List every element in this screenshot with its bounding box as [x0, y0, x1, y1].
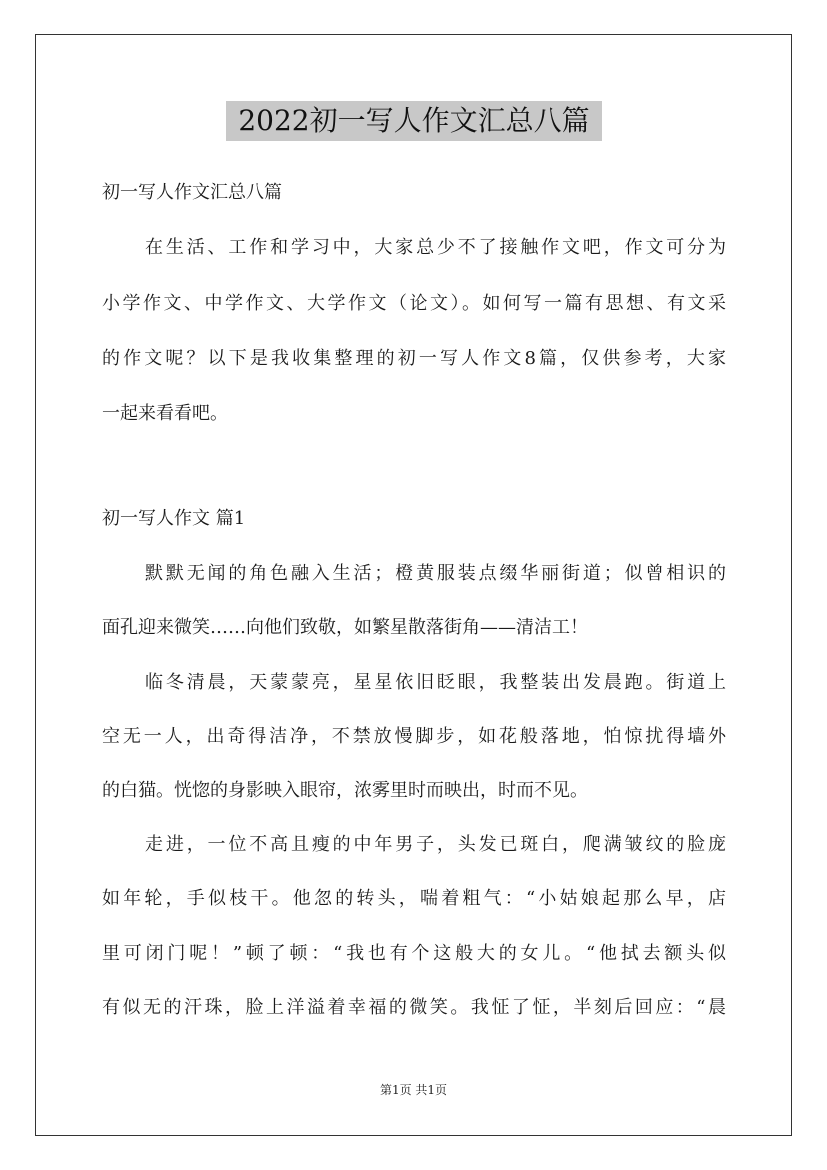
intro-line: 在生活、工作和学习中，大家总少不了接触作文吧，作文可分为 [145, 237, 726, 258]
intro-line: 一起来看看吧。 [102, 403, 228, 424]
paragraph-line: 里可闭门呢！”顿了顿：“我也有个这般大的女儿。“他拭去额头似 [102, 943, 726, 964]
paragraph-line: 走进，一位不高且瘦的中年男子，头发已斑白，爬满皱纹的脸庞 [145, 834, 726, 855]
paragraph-line: 的白猫。恍惚的身影映入眼帘，浓雾里时而映出，时而不见。 [102, 780, 588, 801]
section-heading: 初一写人作文 篇1 [102, 508, 246, 529]
page-footer: 第1页 共1页 [379, 1083, 448, 1097]
document-title: 2022初一写人作文汇总八篇 [226, 101, 602, 141]
paragraph-line: 临冬清晨，天蒙蒙亮，星星依旧眨眼，我整装出发晨跑。街道上 [145, 672, 726, 693]
paragraph-line: 默默无闻的角色融入生活；橙黄服装点缀华丽街道；似曾相识的 [145, 563, 726, 584]
subtitle: 初一写人作文汇总八篇 [102, 182, 282, 203]
paragraph-line: 有似无的汗珠，脸上洋溢着幸福的微笑。我怔了怔，半刻后回应：“晨 [102, 997, 726, 1018]
paragraph-line: 面孔迎来微笑……向他们致敬，如繁星散落街角——清洁工！ [102, 617, 588, 638]
paragraph-line: 空无一人，出奇得洁净，不禁放慢脚步，如花般落地，怕惊扰得墙外 [102, 726, 726, 747]
intro-line: 的作文呢？以下是我收集整理的初一写人作文8篇，仅供参考，大家 [102, 348, 726, 369]
intro-line: 小学作文、中学作文、大学作文（论文）。如何写一篇有思想、有文采 [102, 293, 726, 314]
paragraph-line: 如年轮，手似枝干。他忽的转头，喘着粗气：“小姑娘起那么早，店 [102, 888, 726, 909]
